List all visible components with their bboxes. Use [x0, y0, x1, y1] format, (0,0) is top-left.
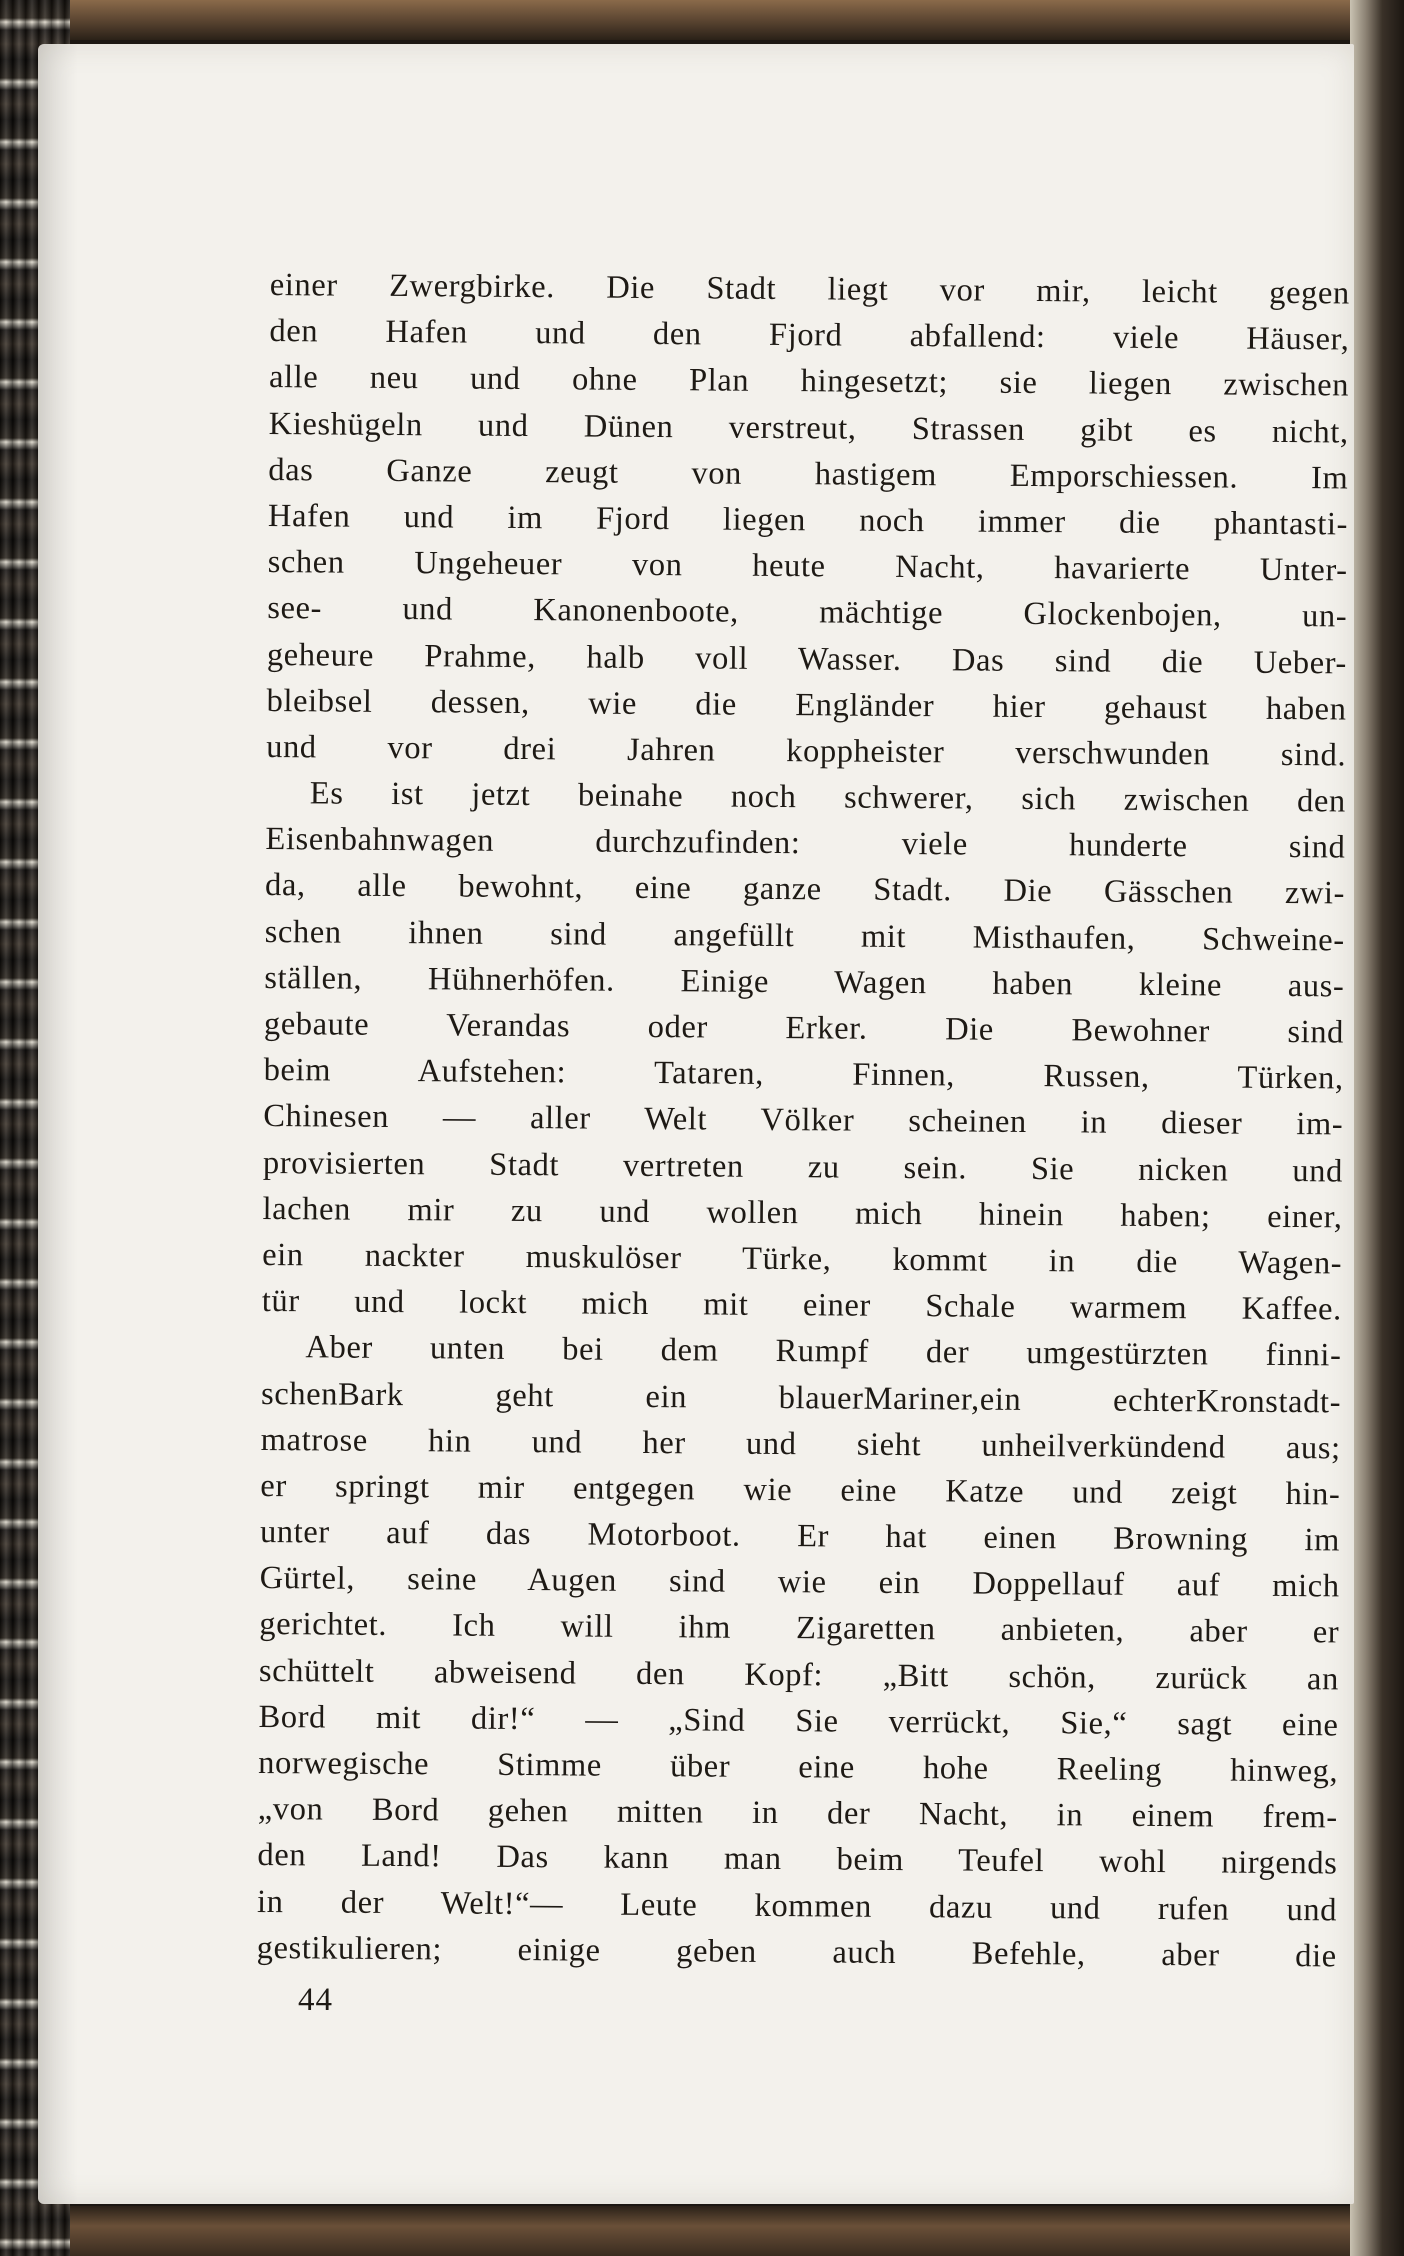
book-cover-right-edge [1350, 0, 1404, 2256]
text-line: das Ganze zeugt von hastigem Emporschiessen. Im [268, 451, 1349, 497]
text-line: schen Ungeheuer von heute Nacht, havarierte Unter- [267, 544, 1348, 589]
page-number: 44 [298, 1982, 333, 2018]
book-page [38, 44, 1354, 2204]
text-line: Kieshügeln und Dünen verstreut, Strassen gibt es nicht, [268, 405, 1349, 451]
text-line: Hafen und im Fjord liegen noch immer die phantasti- [267, 497, 1349, 543]
text-line: gerichtet. Ich will ihm Zigaretten anbieten, aber er [259, 1606, 1340, 1651]
text-line: einer Zwergbirke. Die Stadt liegt vor mir, leicht gegen [269, 266, 1350, 312]
text-line: schen ihnen sind angefüllt mit Misthaufen, Schweine- [264, 913, 1345, 959]
text-line: und vor drei Jahren koppheister verschwunden sind. [266, 728, 1347, 774]
text-line: beim Aufstehen: Tataren, Finnen, Russen, Türken, [263, 1052, 1344, 1097]
text-line: unter auf das Motorboot. Er hat einen Browning im [259, 1514, 1341, 1559]
text-line: alle neu und ohne Plan hingesetzt; sie liegen zwischen [268, 359, 1350, 404]
text-lines [257, 262, 1350, 1979]
text-line: den Land! Das kann man beim Teufel wohl nirgends [257, 1837, 1338, 1882]
text-line: tür und lockt mich mit einer Schale warmem Kaffee. [261, 1283, 1342, 1328]
text-line: den Hafen und den Fjord abfallend: viele Häuser, [269, 313, 1350, 358]
text-line: gestikulieren; einige geben auch Befehle, aber die [256, 1929, 1337, 1975]
body-text [257, 262, 1350, 1979]
text-line: Aber unten bei dem Rumpf der umgestürzten finni- [305, 1329, 1342, 1374]
text-line: bleibsel dessen, wie die Engländer hier gehaust haben [266, 682, 1347, 728]
text-line: in der Welt!“— Leute kommen dazu und rufen und [256, 1883, 1338, 1928]
text-line: see- und Kanonenboote, mächtige Glockenbojen, un- [267, 590, 1348, 635]
text-line: geheure Prahme, halb voll Wasser. Das sind die Ueber- [266, 636, 1348, 681]
text-line: provisierten Stadt vertreten zu sein. Sie nicken und [262, 1144, 1344, 1190]
text-line: lachen mir zu und wollen mich hinein haben; einer, [262, 1190, 1343, 1236]
text-line: norwegische Stimme über eine hohe Reeling hinweg, [258, 1744, 1339, 1790]
text-line: ein nackter muskulöser Türke, kommt in die Wagen- [262, 1236, 1343, 1282]
text-line: da, alle bewohnt, eine ganze Stadt. Die Gässchen zwi- [264, 867, 1346, 912]
text-line: gebaute Verandas oder Erker. Die Bewohner sind [263, 1005, 1345, 1051]
text-line: matrose hin und her und sieht unheilverkündend aus; [260, 1421, 1341, 1467]
text-line: Bord mit dir!“ — „Sind Sie verrückt, Sie,“ sagt eine [258, 1698, 1339, 1744]
text-line: Eisenbahnwagen durchzufinden: viele hunderte sind [265, 821, 1346, 866]
text-line: „von Bord gehen mitten in der Nacht, in einem frem- [257, 1791, 1338, 1836]
text-line: schenBark geht ein blauerMariner,ein echterKronstadt- [260, 1375, 1342, 1420]
text-line: Es ist jetzt beinahe noch schwerer, sich zwischen den [309, 775, 1346, 820]
book-cover-bottom-edge [0, 2206, 1404, 2256]
text-line: er springt mir entgegen wie eine Katze und zeigt hin- [260, 1467, 1341, 1513]
text-line: ställen, Hühnerhöfen. Einige Wagen haben kleine aus- [264, 959, 1345, 1005]
text-line: Gürtel, seine Augen sind wie ein Doppellauf auf mich [259, 1560, 1340, 1605]
text-line: schüttelt abweisend den Kopf: „Bitt schön, zurück an [258, 1652, 1340, 1698]
book-cover-top-edge [0, 0, 1404, 40]
text-line: Chinesen — aller Welt Völker scheinen in dieser im- [263, 1098, 1344, 1143]
